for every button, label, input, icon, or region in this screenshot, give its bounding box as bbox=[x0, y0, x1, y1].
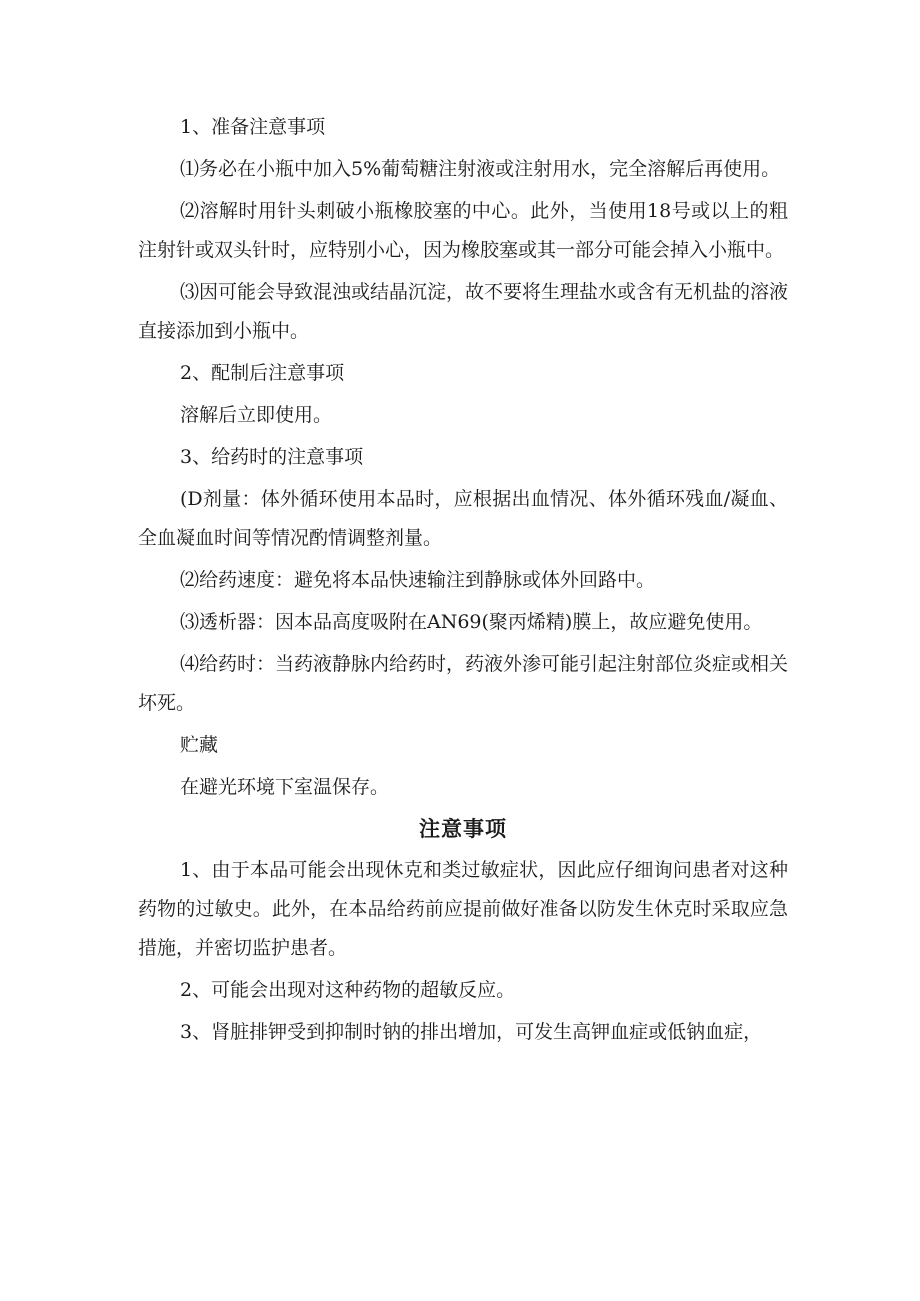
after-mixing-text: 溶解后立即使用。 bbox=[180, 404, 333, 426]
precautions-title: 注意事项 bbox=[419, 817, 507, 841]
precaution-item-3: 3、肾脏排钾受到抑制时钠的排出增加，可发生高钾血症或低钠血症， bbox=[180, 1021, 763, 1043]
document-body bbox=[138, 108, 788, 1052]
administration-item-3: ⑶透析器：因本品高度吸附在AN69(聚丙烯精)膜上，故应避免使用。 bbox=[180, 611, 763, 633]
storage-heading: 贮藏 bbox=[180, 734, 219, 756]
section-heading-after-mixing: 2、配制后注意事项 bbox=[180, 362, 345, 384]
preparation-item-2: ⑵溶解时用针头刺破小瓶橡胶塞的中心。此外，当使用18号或以上的粗注射针或双头针时，应特别小心，因为橡胶塞或其一部分可能会掉入小瓶中。 bbox=[138, 200, 788, 261]
section-heading-administration: 3、给药时的注意事项 bbox=[180, 446, 364, 468]
precaution-item-2: 2、可能会出现对这种药物的超敏反应。 bbox=[180, 979, 516, 1001]
preparation-item-1: ⑴务必在小瓶中加入5%葡萄糖注射液或注射用水，完全溶解后再使用。 bbox=[180, 158, 781, 180]
section-heading-preparation: 1、准备注意事项 bbox=[180, 116, 326, 138]
preparation-item-3: ⑶因可能会导致混浊或结晶沉淀，故不要将生理盐水或含有无机盐的溶液直接添加到小瓶中。 bbox=[138, 281, 789, 342]
precaution-item-1: 1、由于本品可能会出现休克和类过敏症状，因此应仔细询问患者对这种药物的过敏史。此外，在本品给药前应提前做好准备以防发生休克时采取应急措施，并密切监护患者。 bbox=[138, 859, 788, 959]
administration-item-1: (D剂量：体外循环使用本品时，应根据出血情况、体外循环残血/凝血、全血凝血时间等情况酌情调整剂量。 bbox=[138, 488, 788, 549]
administration-item-4: ⑷给药时：当药液静脉内给药时，药液外渗可能引起注射部位炎症或相关坏死。 bbox=[138, 653, 789, 714]
administration-item-2: ⑵给药速度：避免将本品快速输注到静脉或体外回路中。 bbox=[180, 569, 656, 591]
storage-text: 在避光环境下室温保存。 bbox=[180, 776, 390, 798]
